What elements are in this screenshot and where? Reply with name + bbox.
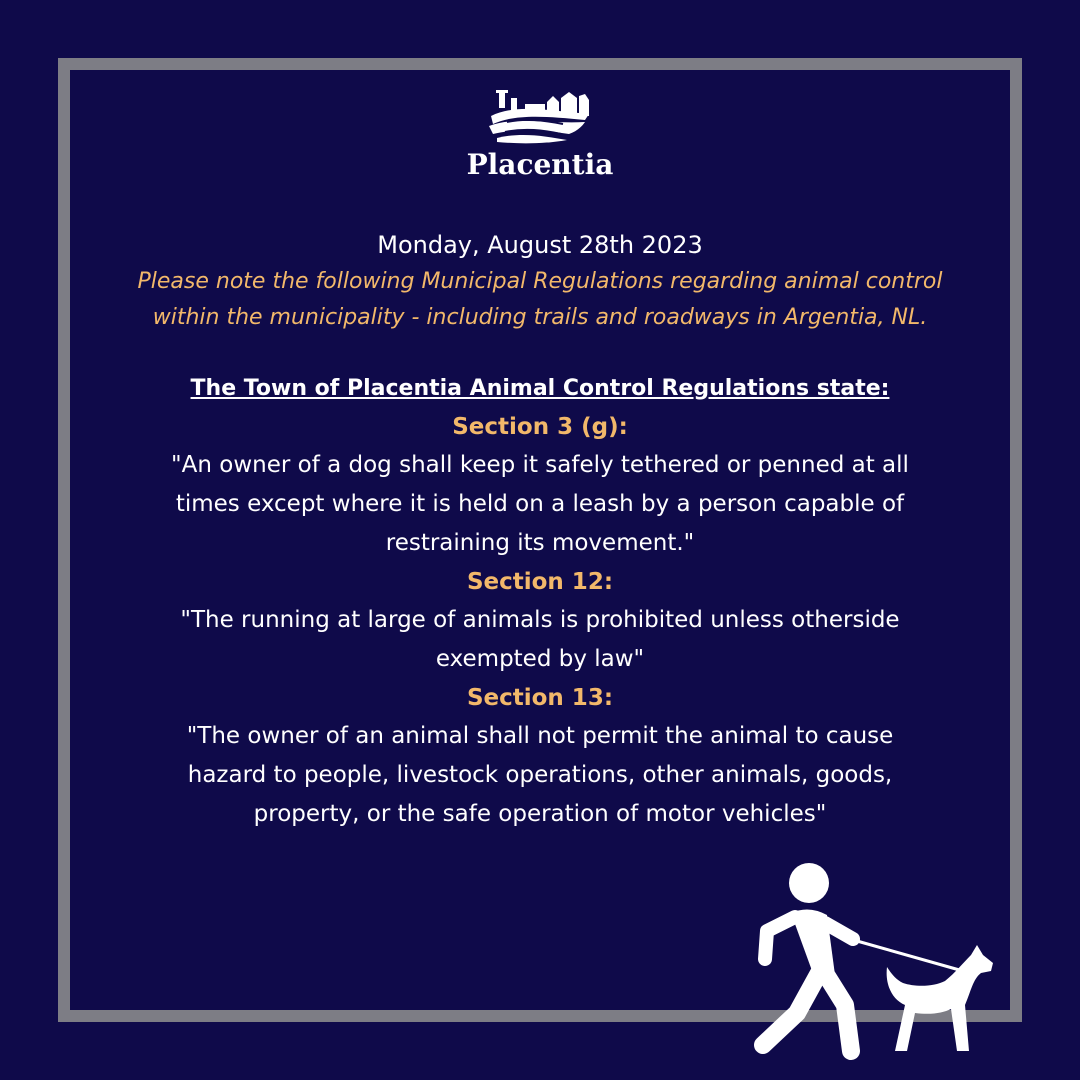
section-3g-line-3: restraining its movement." [385,530,695,556]
placentia-logo [0,84,1080,181]
section-13-line-3: property, or the safe operation of motor vehicles" [253,801,827,827]
section-13-line-1: "The owner of an animal shall not permit the animal to cause [186,723,894,749]
notice-line-2: within the municipality - including trails and roadways in Argentia, NL. [152,305,928,330]
regulation-notice [80,226,1000,834]
regulations-heading: The Town of Placentia Animal Control Regulations state: [190,376,890,401]
section-12-label: Section 12: [466,569,614,595]
section-12-line-2: exempted by law" [435,646,645,672]
placentia-logo-icon [485,84,595,146]
section-3g-line-2: times except where it is held on a leash by a person capable of [175,491,905,517]
post-date: Monday, August 28th 2023 [377,231,703,259]
section-3g-label: Section 3 (g): [452,414,628,440]
notice-line-1: Please note the following Municipal Regulations regarding animal control [137,269,943,294]
logo-wordmark: Placentia [466,148,614,181]
section-3g-line-1: "An owner of a dog shall keep it safely tethered or penned at all [171,452,909,478]
person-walking-dog-icon [745,855,1000,1060]
section-13-line-2: hazard to people, livestock operations, other animals, goods, [187,762,893,788]
section-13-label: Section 13: [466,685,614,711]
section-12-line-1: "The running at large of animals is prohibited unless otherside [180,607,900,633]
spacer [80,336,1000,370]
